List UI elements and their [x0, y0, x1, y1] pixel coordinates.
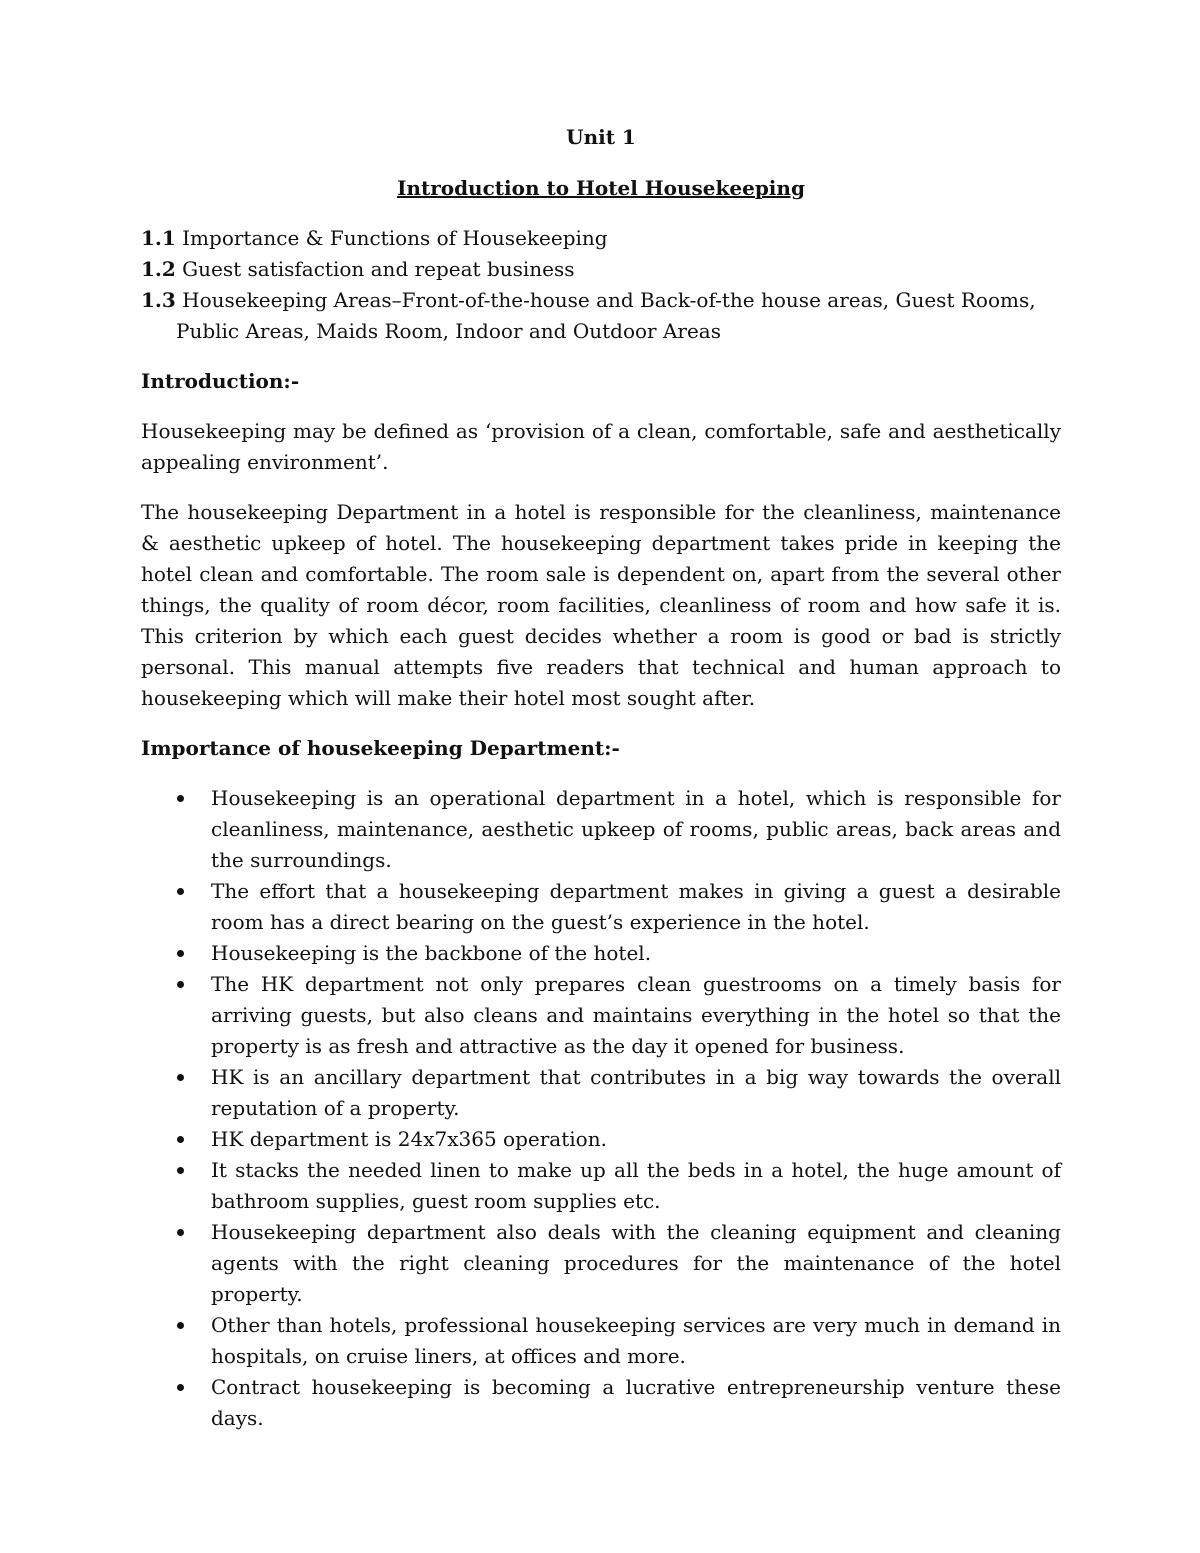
toc-text: Importance & Functions of Housekeeping [182, 226, 608, 250]
toc-item [141, 285, 1061, 347]
bullet-icon [177, 981, 184, 988]
list-item [141, 1310, 1061, 1372]
list-item-text: It stacks the needed linen to make up all the beds in a hotel, the huge amount of bathroom supplies, guest room supplies etc. [211, 1158, 1061, 1213]
list-item [141, 1372, 1061, 1434]
list-item-text: Housekeeping is an operational department in a hotel, which is responsible for cleanliness, maintenance, aesthetic upkeep of rooms, public areas, back areas and the surroundings. [211, 786, 1061, 872]
bullet-icon [177, 1384, 184, 1391]
list-item [141, 969, 1061, 1062]
list-item-text: HK is an ancillary department that contributes in a big way towards the overall reputation of a property. [211, 1065, 1061, 1120]
list-item [141, 938, 1061, 969]
toc-number: 1.2 [141, 257, 176, 281]
list-item [141, 1062, 1061, 1124]
toc-text: Housekeeping Areas–Front-of-the-house and Back-of-the house areas, Guest Rooms, Public Areas, Maids Room, Indoor and Outdoor Areas [176, 288, 1036, 343]
bullet-icon [177, 1229, 184, 1236]
list-item [141, 1124, 1061, 1155]
intro-heading: Introduction:- [141, 369, 300, 393]
importance-list [141, 783, 1061, 1434]
intro-paragraph: The housekeeping Department in a hotel is responsible for the cleanliness, maintenance & aesthetic upkeep of hotel. The housekeeping department takes pride in keeping the hotel clean and comfortable. The room sale is dependent on, apart from the several other things, the quality of room décor, room facilities, cleanliness of room and how safe it is. This criterion by which each guest decides whether a room is good or bad is strictly personal. This manual attempts five readers that technical and human approach to housekeeping which will make their hotel most sought after. [141, 500, 1061, 710]
unit-heading: Unit 1 [566, 125, 636, 149]
list-item-text: HK department is 24x7x365 operation. [211, 1127, 607, 1151]
bullet-icon [177, 1322, 184, 1329]
list-item-text: Contract housekeeping is becoming a lucrative entrepreneurship venture these days. [211, 1375, 1061, 1430]
list-item-text: The HK department not only prepares clean guestrooms on a timely basis for arriving guests, but also cleans and maintains everything in the hotel so that the property is as fresh and attractive as the day it opened for business. [211, 972, 1061, 1058]
list-item [141, 1217, 1061, 1310]
list-item-text: The effort that a housekeeping department makes in giving a guest a desirable room has a direct bearing on the guest’s experience in the hotel. [211, 879, 1061, 934]
toc-number: 1.3 [141, 288, 176, 312]
list-item [141, 783, 1061, 876]
bullet-icon [177, 795, 184, 802]
list-item-text: Other than hotels, professional housekeeping services are very much in demand in hospitals, on cruise liners, at offices and more. [211, 1313, 1061, 1368]
document-page [141, 122, 1061, 1434]
importance-heading: Importance of housekeeping Department:- [141, 736, 620, 760]
table-of-contents [141, 223, 1061, 347]
bullet-icon [177, 1167, 184, 1174]
bullet-icon [177, 950, 184, 957]
bullet-icon [177, 1136, 184, 1143]
list-item-text: Housekeeping is the backbone of the hotel. [211, 941, 652, 965]
list-item-text: Housekeeping department also deals with the cleaning equipment and cleaning agents with the right cleaning procedures for the maintenance of the hotel property. [211, 1220, 1061, 1306]
toc-item [141, 254, 1061, 285]
bullet-icon [177, 1074, 184, 1081]
toc-item [141, 223, 1061, 254]
page-title: Introduction to Hotel Housekeeping [397, 176, 805, 200]
toc-text: Guest satisfaction and repeat business [182, 257, 575, 281]
bullet-icon [177, 888, 184, 895]
toc-number: 1.1 [141, 226, 176, 250]
list-item [141, 876, 1061, 938]
list-item [141, 1155, 1061, 1217]
intro-paragraph: Housekeeping may be defined as ‘provision of a clean, comfortable, safe and aesthetically appealing environment’. [141, 419, 1061, 474]
